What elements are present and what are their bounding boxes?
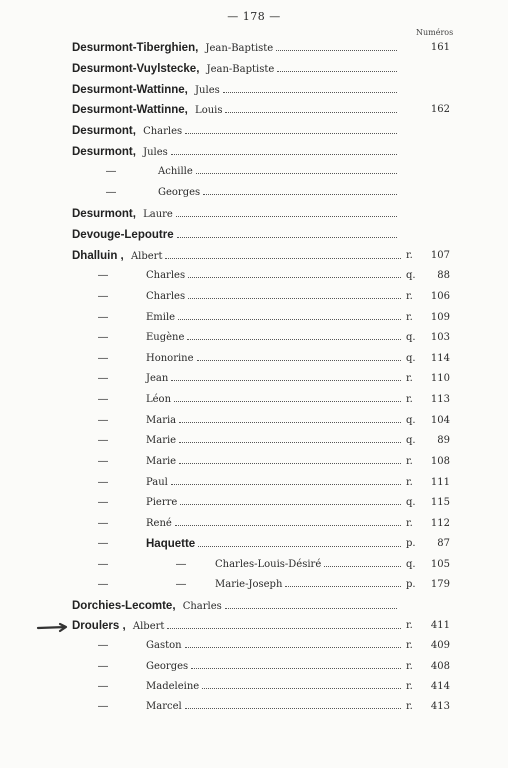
entry-text — [146, 266, 404, 286]
dot-leader — [188, 277, 401, 278]
status-code: r. — [406, 291, 413, 302]
dash-marker: — — [98, 579, 108, 590]
dot-leader — [176, 216, 397, 217]
surname: Desurmont-Vuylstecke, — [72, 63, 200, 75]
given-name: Madeleine — [146, 681, 200, 692]
entry-text — [146, 369, 404, 389]
surname: Haquette — [146, 538, 196, 550]
index-entry-row — [0, 204, 508, 224]
dot-leader — [191, 668, 401, 669]
dot-leader — [180, 504, 401, 505]
dash-marker: — — [176, 579, 186, 590]
entry-text — [72, 596, 400, 617]
dot-leader — [175, 525, 401, 526]
dot-leader — [285, 586, 401, 587]
index-entry-row — [0, 616, 508, 636]
index-entry-row — [0, 369, 508, 389]
spacer — [188, 81, 191, 101]
entry-number: 111 — [430, 477, 450, 488]
entry-text — [146, 514, 404, 534]
entry-text — [72, 38, 400, 59]
entry-number: 89 — [437, 435, 450, 446]
surname: Desurmont-Wattinne, — [72, 84, 188, 96]
status-code: p. — [406, 579, 416, 590]
entry-number: 110 — [430, 373, 450, 384]
entry-text — [72, 616, 404, 637]
spacer — [126, 617, 129, 637]
entry-number: 87 — [437, 538, 450, 549]
dash-marker: — — [98, 373, 108, 384]
dash-marker: — — [98, 518, 108, 529]
entry-text — [146, 349, 404, 369]
index-entry-row — [0, 121, 508, 141]
status-code: q. — [406, 353, 416, 364]
index-entry-row — [0, 452, 508, 472]
entry-number: 109 — [430, 312, 450, 323]
entry-number: 161 — [430, 42, 450, 53]
given-name: Charles — [143, 126, 183, 137]
status-code: r. — [406, 661, 413, 672]
status-code: r. — [406, 477, 413, 488]
spacer — [124, 247, 127, 267]
status-code: q. — [406, 497, 416, 508]
dot-leader — [197, 360, 401, 361]
page-number: — 178 — — [227, 10, 281, 23]
entry-text — [146, 308, 404, 328]
dash-marker: — — [98, 497, 108, 508]
entry-text — [146, 452, 404, 472]
entry-text — [72, 100, 400, 121]
given-name: Jean-Baptiste — [205, 43, 274, 54]
dot-leader — [165, 258, 401, 259]
dash-marker: — — [98, 456, 108, 467]
entry-text — [146, 493, 404, 513]
index-entry-row — [0, 575, 508, 595]
status-code: r. — [406, 640, 413, 651]
dash-marker: — — [98, 353, 108, 364]
entry-text — [158, 183, 400, 203]
dot-leader — [179, 422, 401, 423]
dot-leader — [171, 484, 401, 485]
dot-leader — [198, 546, 401, 547]
entry-text — [72, 204, 400, 225]
dot-leader — [185, 708, 401, 709]
dot-leader — [225, 608, 397, 609]
spacer — [198, 39, 201, 59]
index-entry-row — [0, 59, 508, 79]
dash-marker: — — [98, 435, 108, 446]
dot-leader — [196, 173, 397, 174]
entry-number: 104 — [430, 415, 450, 426]
index-entry-row — [0, 555, 508, 575]
entry-number: 408 — [430, 661, 450, 672]
dot-leader — [179, 442, 401, 443]
entry-text — [146, 328, 404, 348]
given-name: Jean-Baptiste — [206, 64, 275, 75]
entry-text — [72, 80, 400, 101]
given-name: Léon — [146, 394, 172, 405]
dot-leader — [324, 566, 401, 567]
index-entry-row — [0, 349, 508, 369]
given-name: Laure — [143, 209, 173, 220]
given-name: Charles — [182, 601, 222, 612]
entry-text — [146, 287, 404, 307]
status-code: r. — [406, 701, 413, 712]
given-name: Maria — [146, 415, 177, 426]
surname: Devouge-Lepoutre — [72, 229, 174, 241]
entry-text — [72, 225, 400, 245]
dot-leader — [225, 112, 397, 113]
spacer — [176, 597, 179, 617]
dot-leader — [178, 319, 401, 320]
index-entry-row — [0, 100, 508, 120]
index-entry-row — [0, 142, 508, 162]
entry-number: 414 — [430, 681, 450, 692]
status-code: q. — [406, 415, 416, 426]
given-name: Louis — [195, 105, 223, 116]
status-code: p. — [406, 538, 416, 549]
index-entry-row — [0, 328, 508, 348]
entry-text — [146, 473, 404, 493]
spacer — [136, 122, 139, 142]
entry-number: 112 — [430, 518, 450, 529]
given-name: Gaston — [146, 640, 182, 651]
dash-marker: — — [98, 701, 108, 712]
surname: Desurmont-Tiberghien, — [72, 42, 199, 54]
status-code: r. — [406, 620, 413, 631]
surname: Desurmont-Wattinne, — [72, 104, 188, 116]
index-entry-row — [0, 266, 508, 286]
dash-marker: — — [98, 559, 108, 570]
entry-text — [146, 636, 404, 656]
dash-marker: — — [98, 415, 108, 426]
index-entry-row — [0, 657, 508, 677]
index-entry-row — [0, 390, 508, 410]
given-name: Pierre — [146, 497, 178, 508]
entry-number: 88 — [437, 270, 450, 281]
dot-leader — [174, 401, 401, 402]
entry-text — [72, 121, 400, 142]
entry-text — [72, 142, 400, 163]
index-entry-row — [0, 38, 508, 58]
surname: Desurmont, — [72, 146, 136, 158]
given-name: Georges — [146, 661, 189, 672]
given-name: Jules — [143, 147, 168, 158]
index-entry-row — [0, 431, 508, 451]
given-name: Charles — [146, 270, 186, 281]
given-name: René — [146, 518, 172, 529]
entry-number: 162 — [430, 104, 450, 115]
index-entry-row — [0, 287, 508, 307]
index-entry-row — [0, 514, 508, 534]
spacer — [199, 60, 202, 80]
given-name: Marie-Joseph — [215, 579, 283, 590]
index-entry-row — [0, 80, 508, 100]
entry-number: 114 — [430, 353, 450, 364]
index-entry-row — [0, 636, 508, 656]
dot-leader — [277, 71, 397, 72]
entry-text — [146, 657, 404, 677]
surname: Desurmont, — [72, 208, 136, 220]
entry-number: 108 — [430, 456, 450, 467]
given-name: Charles-Louis-Désiré — [215, 559, 322, 570]
status-code: q. — [406, 559, 416, 570]
dot-leader — [185, 647, 401, 648]
status-code: q. — [406, 332, 416, 343]
entry-number: 106 — [430, 291, 450, 302]
entry-number: 413 — [430, 701, 450, 712]
dash-marker: — — [106, 187, 116, 198]
given-name: Marcel — [146, 701, 182, 712]
dash-marker: — — [98, 394, 108, 405]
dot-leader — [188, 298, 401, 299]
given-name: Jean — [146, 373, 169, 384]
index-entry-row — [0, 493, 508, 513]
entry-text — [158, 162, 400, 182]
entry-number: 103 — [430, 332, 450, 343]
status-code: r. — [406, 394, 413, 405]
given-name: Marie — [146, 456, 177, 467]
status-code: r. — [406, 456, 413, 467]
index-entry-row — [0, 183, 508, 203]
index-entry-row — [0, 697, 508, 717]
spacer — [188, 101, 191, 121]
index-entry-row — [0, 534, 508, 554]
status-code: r. — [406, 681, 413, 692]
index-entry-row — [0, 162, 508, 182]
surname: Desurmont, — [72, 125, 136, 137]
pen-mark-icon — [36, 622, 70, 634]
status-code: r. — [406, 312, 413, 323]
entry-text — [215, 575, 404, 595]
given-name: Achille — [158, 166, 193, 177]
given-name: Jules — [195, 85, 220, 96]
status-code: r. — [406, 373, 413, 384]
status-code: q. — [406, 270, 416, 281]
entry-number: 105 — [430, 559, 450, 570]
dash-marker: — — [98, 661, 108, 672]
dot-leader — [171, 154, 397, 155]
index-entry-row — [0, 596, 508, 616]
index-entry-row — [0, 308, 508, 328]
dot-leader — [177, 237, 397, 238]
entry-number: 411 — [430, 620, 450, 631]
entry-text — [146, 697, 404, 717]
entry-number: 115 — [430, 497, 450, 508]
dash-marker: — — [98, 270, 108, 281]
entry-text — [72, 59, 400, 80]
entry-text — [146, 390, 404, 410]
numbers-column-header: Numéros — [416, 28, 454, 37]
dot-leader — [171, 380, 401, 381]
dash-marker: — — [98, 640, 108, 651]
index-entry-row — [0, 225, 508, 245]
dash-marker: — — [98, 291, 108, 302]
dash-marker: — — [176, 559, 186, 570]
given-name: Honorine — [146, 353, 194, 364]
status-code: q. — [406, 435, 416, 446]
dash-marker: — — [106, 166, 116, 177]
entry-text — [146, 431, 404, 451]
dot-leader — [167, 628, 401, 629]
given-name: Charles — [146, 291, 186, 302]
dash-marker: — — [98, 477, 108, 488]
entry-number: 179 — [430, 579, 450, 590]
spacer — [136, 205, 139, 225]
surname: Droulers , — [72, 620, 126, 632]
entry-text — [146, 534, 404, 554]
status-code: r. — [406, 518, 413, 529]
dash-marker: — — [98, 681, 108, 692]
index-entry-row — [0, 677, 508, 697]
dash-marker: — — [98, 332, 108, 343]
dot-leader — [185, 133, 397, 134]
given-name: Albert — [130, 251, 163, 262]
entry-text — [146, 411, 404, 431]
given-name: Paul — [146, 477, 168, 488]
given-name: Marie — [146, 435, 177, 446]
given-name: Georges — [158, 187, 201, 198]
dot-leader — [202, 688, 401, 689]
surname: Dhalluin , — [72, 250, 124, 262]
dot-leader — [179, 463, 401, 464]
dot-leader — [203, 194, 397, 195]
given-name: Emile — [146, 312, 176, 323]
index-entry-row — [0, 246, 508, 266]
status-code: r. — [406, 250, 413, 261]
given-name: Albert — [132, 621, 165, 632]
dot-leader — [276, 50, 397, 51]
given-name: Eugène — [146, 332, 185, 343]
index-entry-row — [0, 473, 508, 493]
entry-number: 409 — [430, 640, 450, 651]
dash-marker: — — [98, 538, 108, 549]
dot-leader — [187, 339, 401, 340]
dot-leader — [223, 92, 397, 93]
entry-number: 107 — [430, 250, 450, 261]
entry-text — [146, 677, 404, 697]
entry-text — [72, 246, 404, 267]
spacer — [136, 143, 139, 163]
surname: Dorchies-Lecomte, — [72, 600, 176, 612]
dash-marker: — — [98, 312, 108, 323]
entry-number: 113 — [430, 394, 450, 405]
index-entry-row — [0, 411, 508, 431]
entry-text — [215, 555, 404, 575]
